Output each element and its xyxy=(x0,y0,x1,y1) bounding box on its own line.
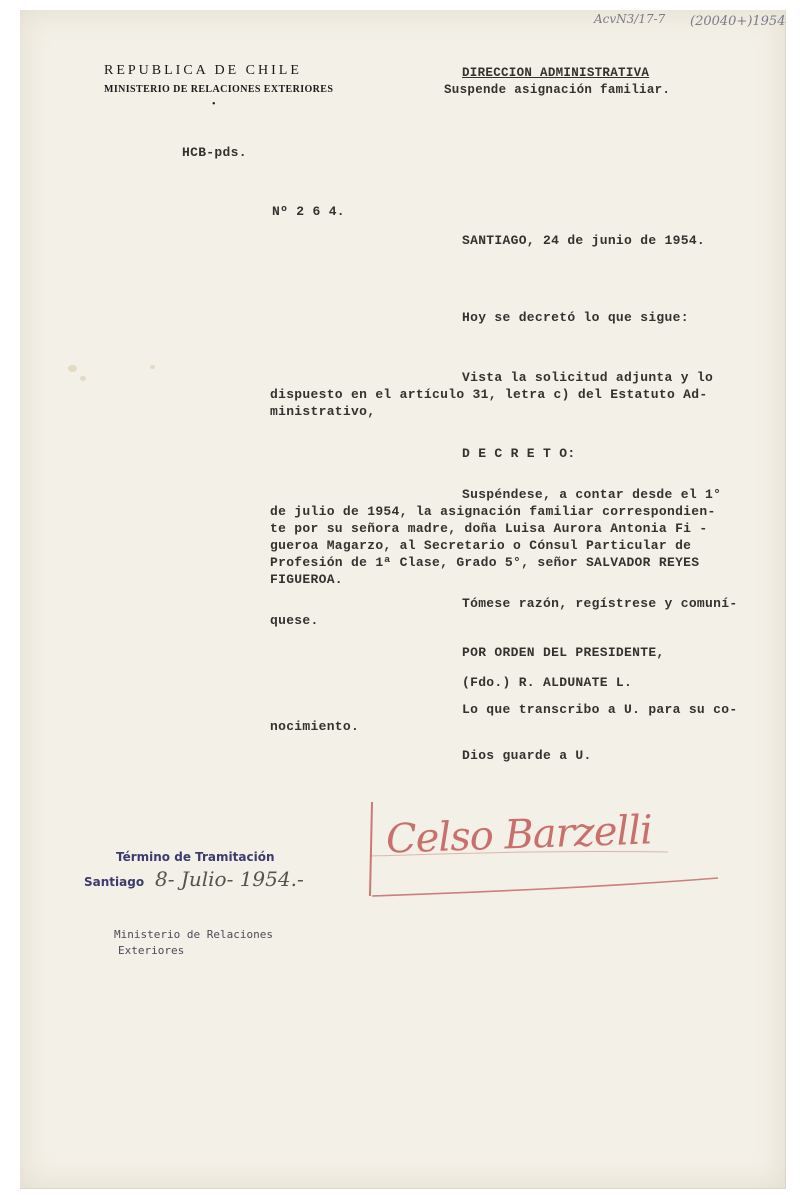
intro-line: Hoy se decretó lo que sigue: xyxy=(462,310,689,325)
vista-line: dispuesto en el artículo 31, letra c) del Estatuto Ad- xyxy=(270,387,708,402)
subject-department: DIRECCION ADMINISTRATIVA xyxy=(462,66,650,80)
decreto-line: Profesión de 1ª Clase, Grado 5°, señor SALVADOR REYES xyxy=(270,555,700,570)
footer-stamp-exteriores: Exteriores xyxy=(118,944,185,957)
decree-number: Nº 2 6 4. xyxy=(272,204,345,219)
paper-stain xyxy=(68,365,77,372)
vista-line: Vista la solicitud adjunta y lo xyxy=(462,370,714,385)
letterhead-ministry: MINISTERIO DE RELACIONES EXTERIORES xyxy=(104,84,334,95)
closing-line: Dios guarde a U. xyxy=(462,748,592,763)
decreto-line: de julio de 1954, la asignación familiar correspondien- xyxy=(270,504,716,519)
decreto-heading: D E C R E T O: xyxy=(462,446,576,461)
paper-stain xyxy=(80,376,86,381)
signature xyxy=(368,800,728,900)
archive-mark-right: (20040+)1954 xyxy=(690,14,786,29)
subject-summary: Suspende asignación familiar. xyxy=(444,83,671,97)
paper-stain xyxy=(150,365,155,369)
transcribo-line: Lo que transcribo a U. para su co- xyxy=(462,702,738,717)
decreto-line: FIGUEROA. xyxy=(270,572,343,587)
stamp-title: Término de Tramitación xyxy=(116,850,275,864)
firmado: (Fdo.) R. ALDUNATE L. xyxy=(462,675,633,690)
stamp-date-handwritten: 8- Julio- 1954.- xyxy=(155,867,304,891)
decreto-line: Suspéndese, a contar desde el 1° xyxy=(462,487,722,502)
transcribo-line: nocimiento. xyxy=(270,719,360,734)
signature-text: Celso Barzelli xyxy=(385,807,653,863)
footer-stamp-ministry: Ministerio de Relaciones xyxy=(114,928,273,941)
place-date: SANTIAGO, 24 de junio de 1954. xyxy=(462,233,706,248)
letterhead-country: REPUBLICA DE CHILE xyxy=(104,63,302,78)
reference-initials: HCB-pds. xyxy=(182,145,247,160)
vista-line: ministrativo, xyxy=(270,404,376,419)
archive-mark-left: AcvN3/17-7 xyxy=(594,12,666,26)
decreto-line: te por su señora madre, doña Luisa Aurora Antonia Fi - xyxy=(270,521,708,536)
stamp-location: Santiago xyxy=(84,875,145,889)
por-orden: POR ORDEN DEL PRESIDENTE, xyxy=(462,645,665,660)
tomese-line: Tómese razón, regístrese y comuní- xyxy=(462,596,738,611)
decreto-line: gueroa Magarzo, al Secretario o Cónsul Particular de xyxy=(270,538,692,553)
letterhead-dot: • xyxy=(212,99,216,110)
tomese-line: quese. xyxy=(270,613,319,628)
